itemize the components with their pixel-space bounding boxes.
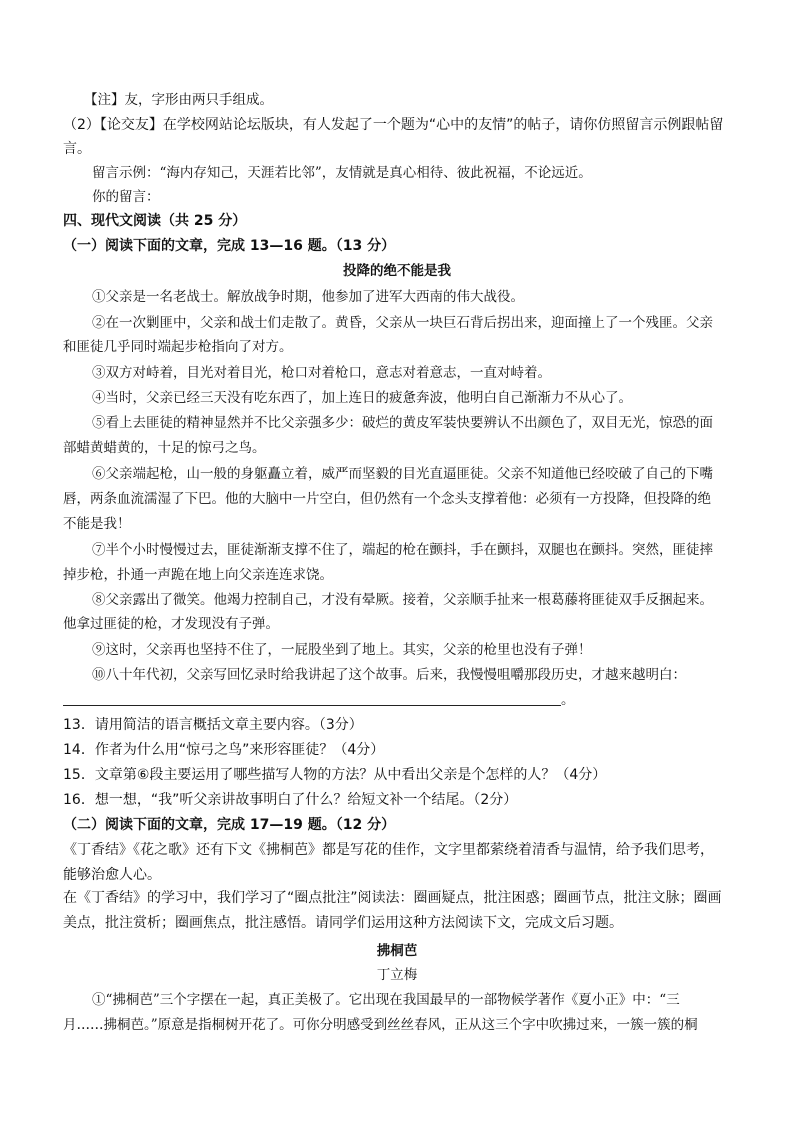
- article-2-author: 丁立梅: [376, 967, 418, 983]
- paragraph-8-cont: 他拿过匪徒的枪，才发现没有子弹。: [63, 616, 279, 632]
- paragraph-1: ①父亲是一名老战士。解放战争时期，他参加了进军大西南的伟大战役。: [92, 289, 524, 305]
- subsection-heading: （一）阅读下面的文章，完成 13—16 题。（13 分）: [63, 238, 396, 254]
- paragraph-2: ②在一次剿匪中，父亲和战士们走散了。黄昏，父亲从一块巨石背后拐出来，迎面撞上了一个残匪。父亲: [92, 315, 713, 331]
- paragraph-5-cont: 部蜡黄蜡黄的，十足的惊弓之鸟。: [63, 440, 266, 456]
- message-example: 留言示例：“海内存知己，天涯若比邻”，友情就是真心相待、彼此祝福，不论远近。: [92, 165, 592, 181]
- article-2-paragraph-1-cont: 月……拂桐芭。”原意是指桐树开花了。可你分明感受到丝丝春风，正从这三个字中吹拂过来，一簇一簇的桐: [63, 1017, 698, 1033]
- paragraph-9: ⑨这时，父亲再也坚持不住了，一屁股坐到了地上。其实，父亲的枪里也没有子弹！: [92, 642, 592, 658]
- paragraph-3: ③双方对峙着，目光对着目光，枪口对着枪口，意志对着意志，一直对峙着。: [92, 365, 551, 381]
- paragraph-2-cont: 和匪徒几乎同时端起步枪指向了对方。: [63, 339, 293, 355]
- article-2-title: 拂桐芭: [376, 943, 418, 959]
- question-12-2-prompt-cont: 言。: [63, 141, 91, 157]
- question-12-2-prompt: （2）【论交友】在学校网站论坛版块，有人发起了一个题为“心中的友情”的帖子，请你仿照留言示例跟帖留: [63, 117, 724, 133]
- paragraph-6-cont-2: 不能是我！: [63, 516, 131, 532]
- answer-blank-line: [63, 705, 561, 706]
- article-2-paragraph-1: ①“拂桐芭”三个字摆在一起，真正美极了。它出现在我国最早的一部物候学著作《夏小正》中：“三: [92, 992, 680, 1008]
- blank-period: 。: [561, 692, 575, 708]
- subsection-heading-2: （二）阅读下面的文章，完成 17—19 题。（12 分）: [63, 817, 396, 833]
- paragraph-6-cont: 唇，两条血流濡湿了下巴。他的大脑中一片空白，但仍然有一个念头支撑着他：必须有一方投降，但投降的绝: [63, 491, 711, 507]
- instruction-text: 在《丁香结》的学习中，我们学习了“圈点批注”阅读法：圈画疑点，批注困惑；圈画节点，批注文脉；圈画: [63, 890, 722, 906]
- article-title: 投降的绝不能是我: [343, 263, 451, 279]
- instruction-text-cont: 美点，批注赏析；圈画焦点，批注感悟。请同学们运用这种方法阅读下文，完成文后习题。: [63, 915, 623, 931]
- question-15: 15．文章第⑥段主要运用了哪些描写人物的方法？从中看出父亲是个怎样的人？（4分）: [63, 767, 607, 783]
- paragraph-6: ⑥父亲端起枪，山一般的身躯矗立着，威严而坚毅的目光直逼匪徒。父亲不知道他已经咬破了自己的下嘴: [92, 466, 713, 482]
- question-13: 13．请用简洁的语言概括文章主要内容。（3分）: [63, 717, 363, 733]
- paragraph-10: ⑩八十年代初，父亲写回忆录时给我讲起了这个故事。后来，我慢慢咀嚼那段历史，才越来越明白：: [92, 667, 686, 683]
- intro-text: 《丁香结》《花之歌》还有下文《拂桐芭》都是写花的佳作，文字里都萦绕着清香与温情，给予我们思考，: [63, 842, 714, 858]
- note-text: 【注】友，字形由两只手组成。: [84, 92, 273, 108]
- intro-text-cont: 能够治愈人心。: [63, 867, 161, 883]
- paragraph-4: ④当时，父亲已经三天没有吃东西了，加上连日的疲惫奔波，他明白自己渐渐力不从心了。: [92, 390, 632, 406]
- section-heading: 四、现代文阅读（共 25 分）: [63, 213, 247, 229]
- paragraph-7: ⑦半个小时慢慢过去，匪徒渐渐支撑不住了，端起的枪在颤抖，手在颤抖，双腿也在颤抖。突然，匪徒摔: [92, 542, 713, 558]
- paragraph-7-cont: 掉步枪，扑通一声跪在地上向父亲连连求饶。: [63, 567, 333, 583]
- paragraph-8: ⑧父亲露出了微笑。他竭力控制自己，才没有晕厥。接着，父亲顺手扯来一根葛藤将匪徒双手反捆起来。: [92, 592, 713, 608]
- question-16: 16．想一想，“我”听父亲讲故事明白了什么？给短文补一个结尾。（2分）: [63, 792, 518, 808]
- your-message-label: 你的留言：: [92, 189, 160, 205]
- question-14: 14．作者为什么用“惊弓之鸟”来形容匪徒？（4分）: [63, 742, 385, 758]
- paragraph-5: ⑤看上去匪徒的精神显然并不比父亲强多少：破烂的黄皮军装快要辨认不出颜色了，双目无光，惊恐的面: [92, 415, 713, 431]
